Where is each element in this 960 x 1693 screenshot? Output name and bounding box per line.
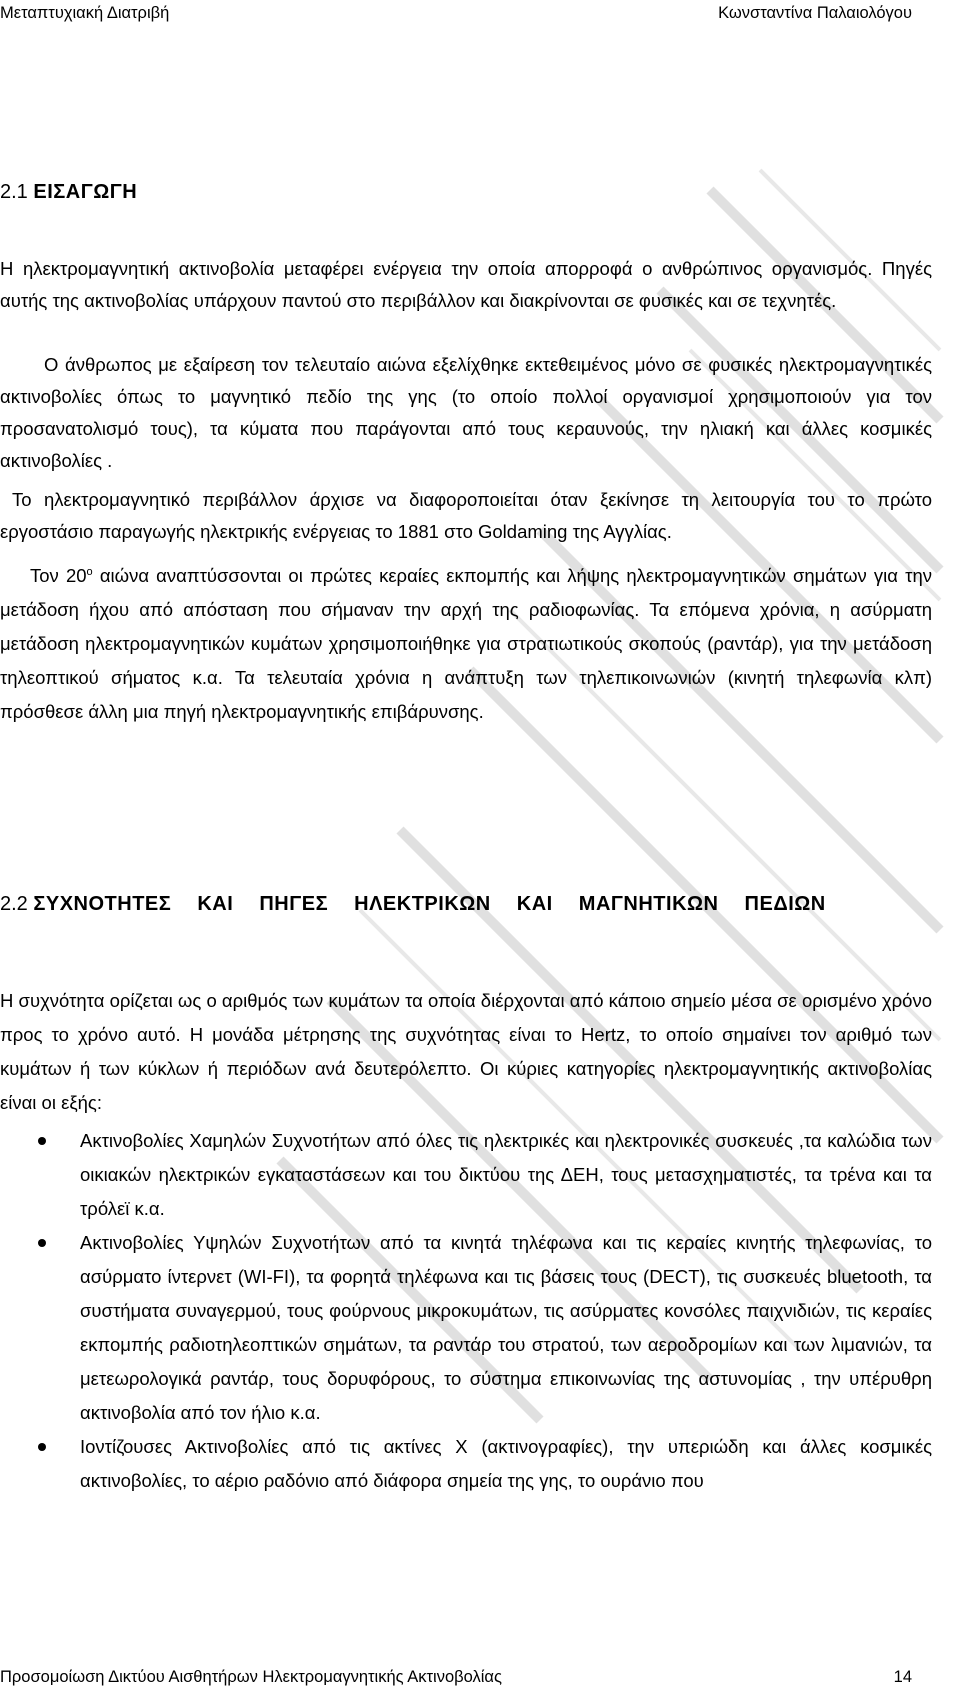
header-thesis-label: Μεταπτυχιακή Διατριβή <box>0 4 170 22</box>
bullet-icon <box>38 1239 46 1247</box>
list-item <box>0 1430 932 1498</box>
paragraph: Ο άνθρωπος με εξαίρεση τον τελευταίο αιώνα εξελίχθηκε εκτεθειμένος μόνο σε φυσικές ηλεκτρομαγνητικές ακτινοβολίες όπως το μαγνητικό πεδίο της γης (το οποίο πολλοί οργανισμοί χρησιμοποιούν για τον προσανατολισμό τους), τα κύματα που παράγονται από τους κεραυνούς, την ηλιακή και άλλες κοσμικές ακτινοβολίες . <box>0 354 932 471</box>
section-number: 2.1 <box>0 181 28 203</box>
section-title: ΣΥΧΝΟΤΗΤΕΣ ΚΑΙ ΠΗΓΕΣ ΗΛΕΚΤΡΙΚΩΝ ΚΑΙ ΜΑΓΝΗΤΙΚΩΝ ΠΕΔΙΩΝ <box>33 893 826 915</box>
page-header <box>0 0 960 26</box>
list-item-text: Ακτινοβολίες Υψηλών Συχνοτήτων από τα κινητά τηλέφωνα και τις κεραίες κινητής τηλεφωνίας, το ασύρματο ίντερνετ (WI-FI), τα φορητά τηλέφωνα και τις βάσεις τους (DECT), τις συσκευές bluetooth, τα συστήματα συναγερμού, τους φούρνους μικροκυμάτων, τις ασύρματες κονσόλες παιχνιδιών, τις κεραίες εκπομπής ραδιοτηλεοπτικών σημάτων, τα ραντάρ του στρατού, των αεροδρομίων και των λιμανιών, τα μετεωρολογικά ραντάρ, τους δορυφόρους, το σύστημα επικοινωνίας της αστυνομίας , την υπέρυθρη ακτινοβολία από τον ήλιο κ.α. <box>80 1232 932 1423</box>
paragraph: Η ηλεκτρομαγνητική ακτινοβολία μεταφέρει ενέργεια την οποία απορροφά ο ανθρώπινος οργανισμός. Πηγές αυτής της ακτινοβολίας υπάρχουν παντού στο περιβάλλον και διακρίνονται σε φυσικές και σε τεχνητές. <box>0 258 932 311</box>
ordinal-superscript: ο <box>86 565 93 578</box>
section-heading-frequencies <box>0 888 932 920</box>
bullet-icon <box>38 1137 46 1145</box>
paragraph: Η συχνότητα ορίζεται ως ο αριθμός των κυμάτων τα οποία διέρχονται από κάποιο σημείο μέσα σε ορισμένο χρόνο προς το χρόνο αυτό. Η μονάδα μέτρησης της συχνότητας είναι το Hertz, το οποίο σημαίνει τον αριθμό των κυμάτων ή των κύκλων ή περιόδων ανά δευτερόλεπτο. Οι κύριες κατηγορίες ηλεκτρομαγνητικής ακτινοβολίας είναι οι εξής: <box>0 990 932 1113</box>
page-number: 14 <box>893 1668 912 1686</box>
list-item <box>0 1124 932 1226</box>
bullet-list <box>0 1124 932 1498</box>
paragraph: Το ηλεκτρομαγνητικό περιβάλλον άρχισε να διαφοροποιείται όταν ξεκίνησε τη λειτουργία του το πρώτο εργοστάσιο παραγωγής ηλεκτρικής ενέργειας το 1881 στο Goldaming της Αγγλίας. <box>0 489 932 542</box>
footer-thesis-title: Προσομοίωση Δικτύου Αισθητήρων Ηλεκτρομαγνητικής Ακτινοβολίας <box>0 1668 502 1686</box>
bullet-icon <box>38 1443 46 1451</box>
header-author-name: Κωνσταντίνα Παλαιολόγου <box>718 4 912 22</box>
paragraph <box>0 559 932 729</box>
paragraph-rest: αιώνα αναπτύσσονται οι πρώτες κεραίες εκπομπής και λήψης ηλεκτρομαγνητικών σημάτων για την μετάδοση ήχου από απόσταση που σήμαναν την αρχή της ραδιοφωνίας. Τα επόμενα χρόνια, η ασύρματη μετάδοση ηλεκτρομαγνητικών κυμάτων χρησιμοποιήθηκε για στρατιωτικούς σκοπούς (ραντάρ), για την μετάδοση τηλεοπτικού σήματος κ.α. Τα τελευταία χρόνια η ανάπτυξη των τηλεπικοινωνιών (κινητή τηλεφωνία κλπ) πρόσθεσε άλλη μια πηγή ηλεκτρομαγνητικής επιβάρυνσης. <box>0 565 932 722</box>
section-number: 2.2 <box>0 893 28 915</box>
section-title: ΕΙΣΑΓΩΓΗ <box>33 181 138 203</box>
page-footer <box>0 1664 960 1690</box>
list-item <box>0 1226 932 1430</box>
list-item-text: Ιοντίζουσες Ακτινοβολίες από τις ακτίνες Χ (ακτινογραφίες), την υπεριώδη και άλλες κοσμικές ακτινοβολίες, το αέριο ραδόνιο από διάφορα σημεία της γης, το ουράνιο που <box>80 1436 932 1491</box>
list-item-text: Ακτινοβολίες Χαμηλών Συχνοτήτων από όλες τις ηλεκτρικές και ηλεκτρονικές συσκευές ,τα καλώδια των οικιακών ηλεκτρικών εγκαταστάσεων και του δικτύου της ΔΕΗ, τους μετασχηματιστές, τα τρένα και τα τρόλεϊ κ.α. <box>80 1130 932 1219</box>
section-heading-introduction <box>0 176 137 208</box>
paragraph-start: Τον 20 <box>30 565 87 586</box>
